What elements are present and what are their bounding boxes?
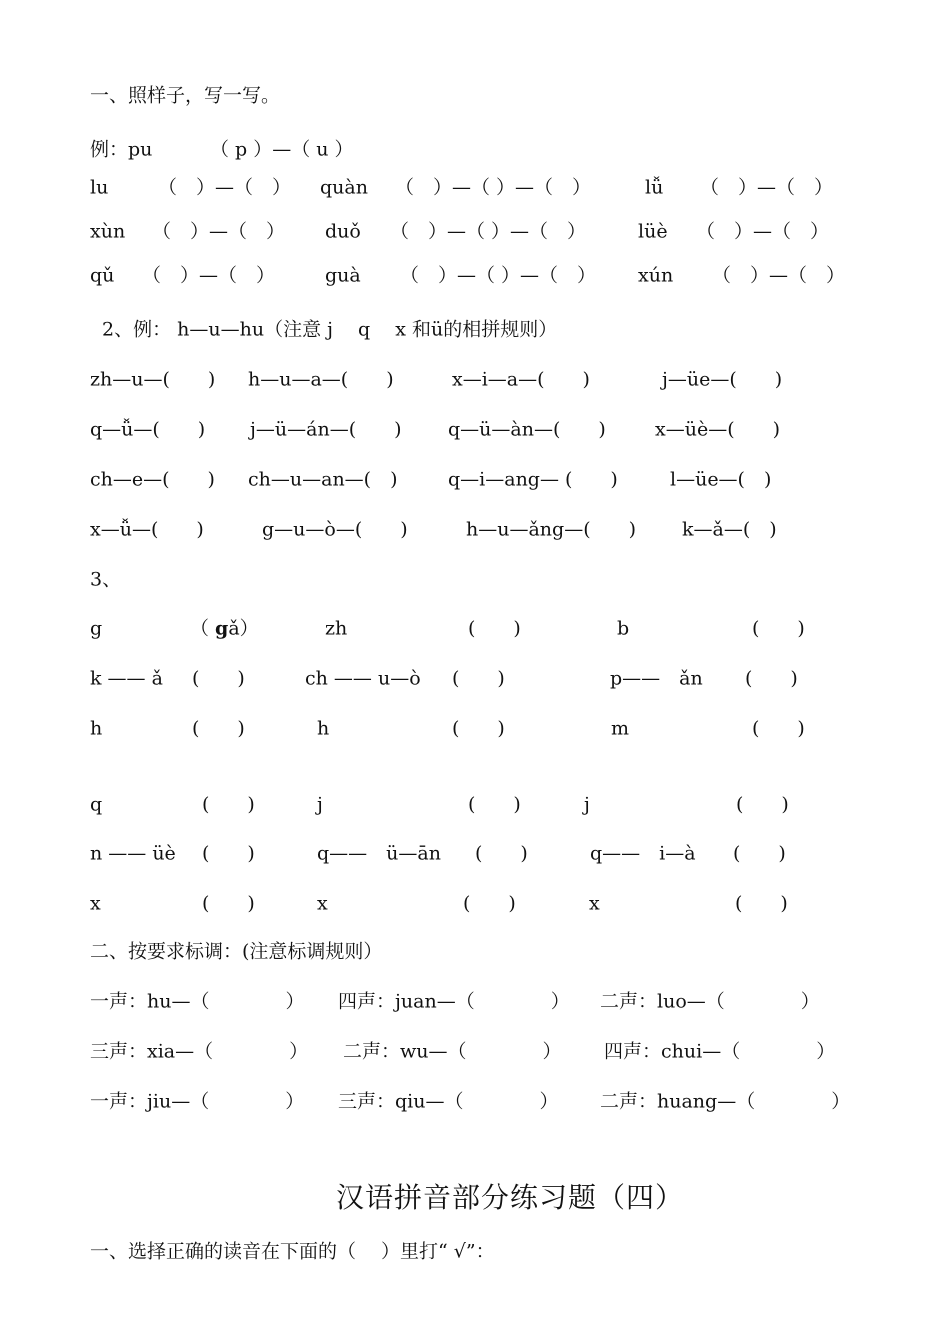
- answer-blank[interactable]: ( ): [735, 892, 788, 915]
- example-answer: （ p ）—（ u ）: [210, 138, 354, 161]
- answer-blanks[interactable]: （ ）—（ ）: [712, 264, 846, 287]
- answer-blank[interactable]: ( ): [192, 717, 245, 740]
- answer-blank[interactable]: ( ): [452, 717, 505, 740]
- spell-item[interactable]: h—u—ǎng—( ): [466, 518, 637, 541]
- answer-blank[interactable]: ( ): [463, 892, 516, 915]
- spell-item[interactable]: k—ǎ—( ): [682, 518, 777, 541]
- answer-blank[interactable]: ( ): [736, 793, 789, 816]
- answer-blank[interactable]: ( ): [202, 793, 255, 816]
- spell-item[interactable]: q—ǚ—( ): [90, 418, 206, 441]
- section1-heading: 一、照样子，写一写。: [90, 84, 281, 107]
- spell-item[interactable]: x—üè—( ): [655, 418, 781, 441]
- answer-blank[interactable]: ( ): [733, 842, 786, 865]
- spell-item[interactable]: l—üe—( ): [670, 468, 772, 491]
- mark-item[interactable]: 二声：wu—（ ）: [343, 1040, 562, 1063]
- answer-blank[interactable]: ( ): [752, 717, 805, 740]
- spell-item[interactable]: h—u—a—( ): [248, 368, 394, 391]
- word: duǒ: [325, 220, 361, 243]
- word: guà: [325, 264, 361, 287]
- word: lüè: [638, 220, 668, 243]
- word: qǔ: [90, 264, 115, 287]
- answer-blanks[interactable]: （ ）—（ ）: [158, 176, 292, 199]
- answer-blanks[interactable]: （ ）—（ ）—（ ）: [390, 220, 587, 243]
- word: lǚ: [645, 176, 664, 199]
- mark-item[interactable]: 二声：huang—（ ）: [600, 1090, 851, 1113]
- answer-blanks[interactable]: （ ）—（ ）: [142, 264, 276, 287]
- syllable: k —— ǎ: [90, 667, 163, 690]
- answer-blank[interactable]: ( ): [468, 793, 521, 816]
- initial: h: [317, 717, 330, 740]
- mark-item[interactable]: 一声：jiu—（ ）: [90, 1090, 305, 1113]
- syllable: q—— ü—ān: [317, 842, 441, 865]
- part3-heading: 一、选择正确的读音在下面的（ ）里打“ √”：: [90, 1240, 495, 1263]
- answer-blanks[interactable]: （ ）—（ ）: [700, 176, 834, 199]
- answer-blank[interactable]: ( ): [752, 617, 805, 640]
- answer-blanks[interactable]: （ ）—（ ）—（ ）: [400, 264, 597, 287]
- answer-blank[interactable]: ( ): [468, 617, 521, 640]
- mark-item[interactable]: 二声：luo—（ ）: [600, 990, 820, 1013]
- word: lu: [90, 176, 109, 199]
- initial: x: [90, 892, 101, 915]
- mark-item[interactable]: 四声：chui—（ ）: [604, 1040, 836, 1063]
- initial: j: [584, 793, 590, 816]
- initial: zh: [325, 617, 348, 640]
- syllable: p—— ǎn: [610, 667, 703, 690]
- initial: h: [90, 717, 103, 740]
- spell-item[interactable]: q—ü—àn—( ): [448, 418, 606, 441]
- answer-blanks[interactable]: （ ）—（ ）—（ ）: [395, 176, 592, 199]
- page-title: 汉语拼音部分练习题（四）: [336, 1181, 685, 1214]
- section2-heading: 2、例： h—u—hu（注意 j q x 和ü的相拼规则）: [102, 318, 558, 341]
- mark-item[interactable]: 三声：qiu—（ ）: [338, 1090, 559, 1113]
- spell-item[interactable]: zh—u—( ): [90, 368, 216, 391]
- initial: x: [589, 892, 600, 915]
- example-answer: （ gǎ）: [190, 617, 259, 640]
- spell-item[interactable]: ch—e—( ): [90, 468, 215, 491]
- word: xún: [638, 264, 674, 287]
- spell-item[interactable]: j—üe—( ): [662, 368, 783, 391]
- mark-item[interactable]: 一声：hu—（ ）: [90, 990, 305, 1013]
- spell-item[interactable]: ch—u—an—( ): [248, 468, 398, 491]
- spell-item[interactable]: j—ü—án—( ): [250, 418, 402, 441]
- answer-blanks[interactable]: （ ）—（ ）: [696, 220, 830, 243]
- part2-heading: 二、按要求标调：(注意标调规则）: [90, 940, 383, 963]
- initial: g: [90, 617, 103, 640]
- initial: x: [317, 892, 328, 915]
- answer-blank[interactable]: ( ): [452, 667, 505, 690]
- mark-item[interactable]: 四声：juan—（ ）: [338, 990, 570, 1013]
- initial: b: [617, 617, 630, 640]
- spell-item[interactable]: g—u—ò—( ): [262, 518, 408, 541]
- word: quàn: [320, 176, 368, 199]
- section3-heading: 3、: [90, 568, 122, 591]
- initial: q: [90, 793, 103, 816]
- mark-item[interactable]: 三声：xia—（ ）: [90, 1040, 309, 1063]
- answer-blanks[interactable]: （ ）—（ ）: [152, 220, 286, 243]
- word: xùn: [90, 220, 126, 243]
- example-word: 例：pu: [90, 138, 153, 161]
- answer-blank[interactable]: ( ): [745, 667, 798, 690]
- initial: j: [317, 793, 323, 816]
- answer-blank[interactable]: ( ): [202, 842, 255, 865]
- answer-blank[interactable]: ( ): [475, 842, 528, 865]
- syllable: ch —— u—ò: [305, 667, 421, 690]
- syllable: n —— üè: [90, 842, 176, 865]
- answer-blank[interactable]: ( ): [192, 667, 245, 690]
- spell-item[interactable]: x—i—a—( ): [452, 368, 590, 391]
- syllable: q—— i—à: [590, 842, 696, 865]
- initial: m: [611, 717, 630, 740]
- answer-blank[interactable]: ( ): [202, 892, 255, 915]
- spell-item[interactable]: x—ǚ—( ): [90, 518, 204, 541]
- spell-item[interactable]: q—i—ang— ( ): [448, 468, 618, 491]
